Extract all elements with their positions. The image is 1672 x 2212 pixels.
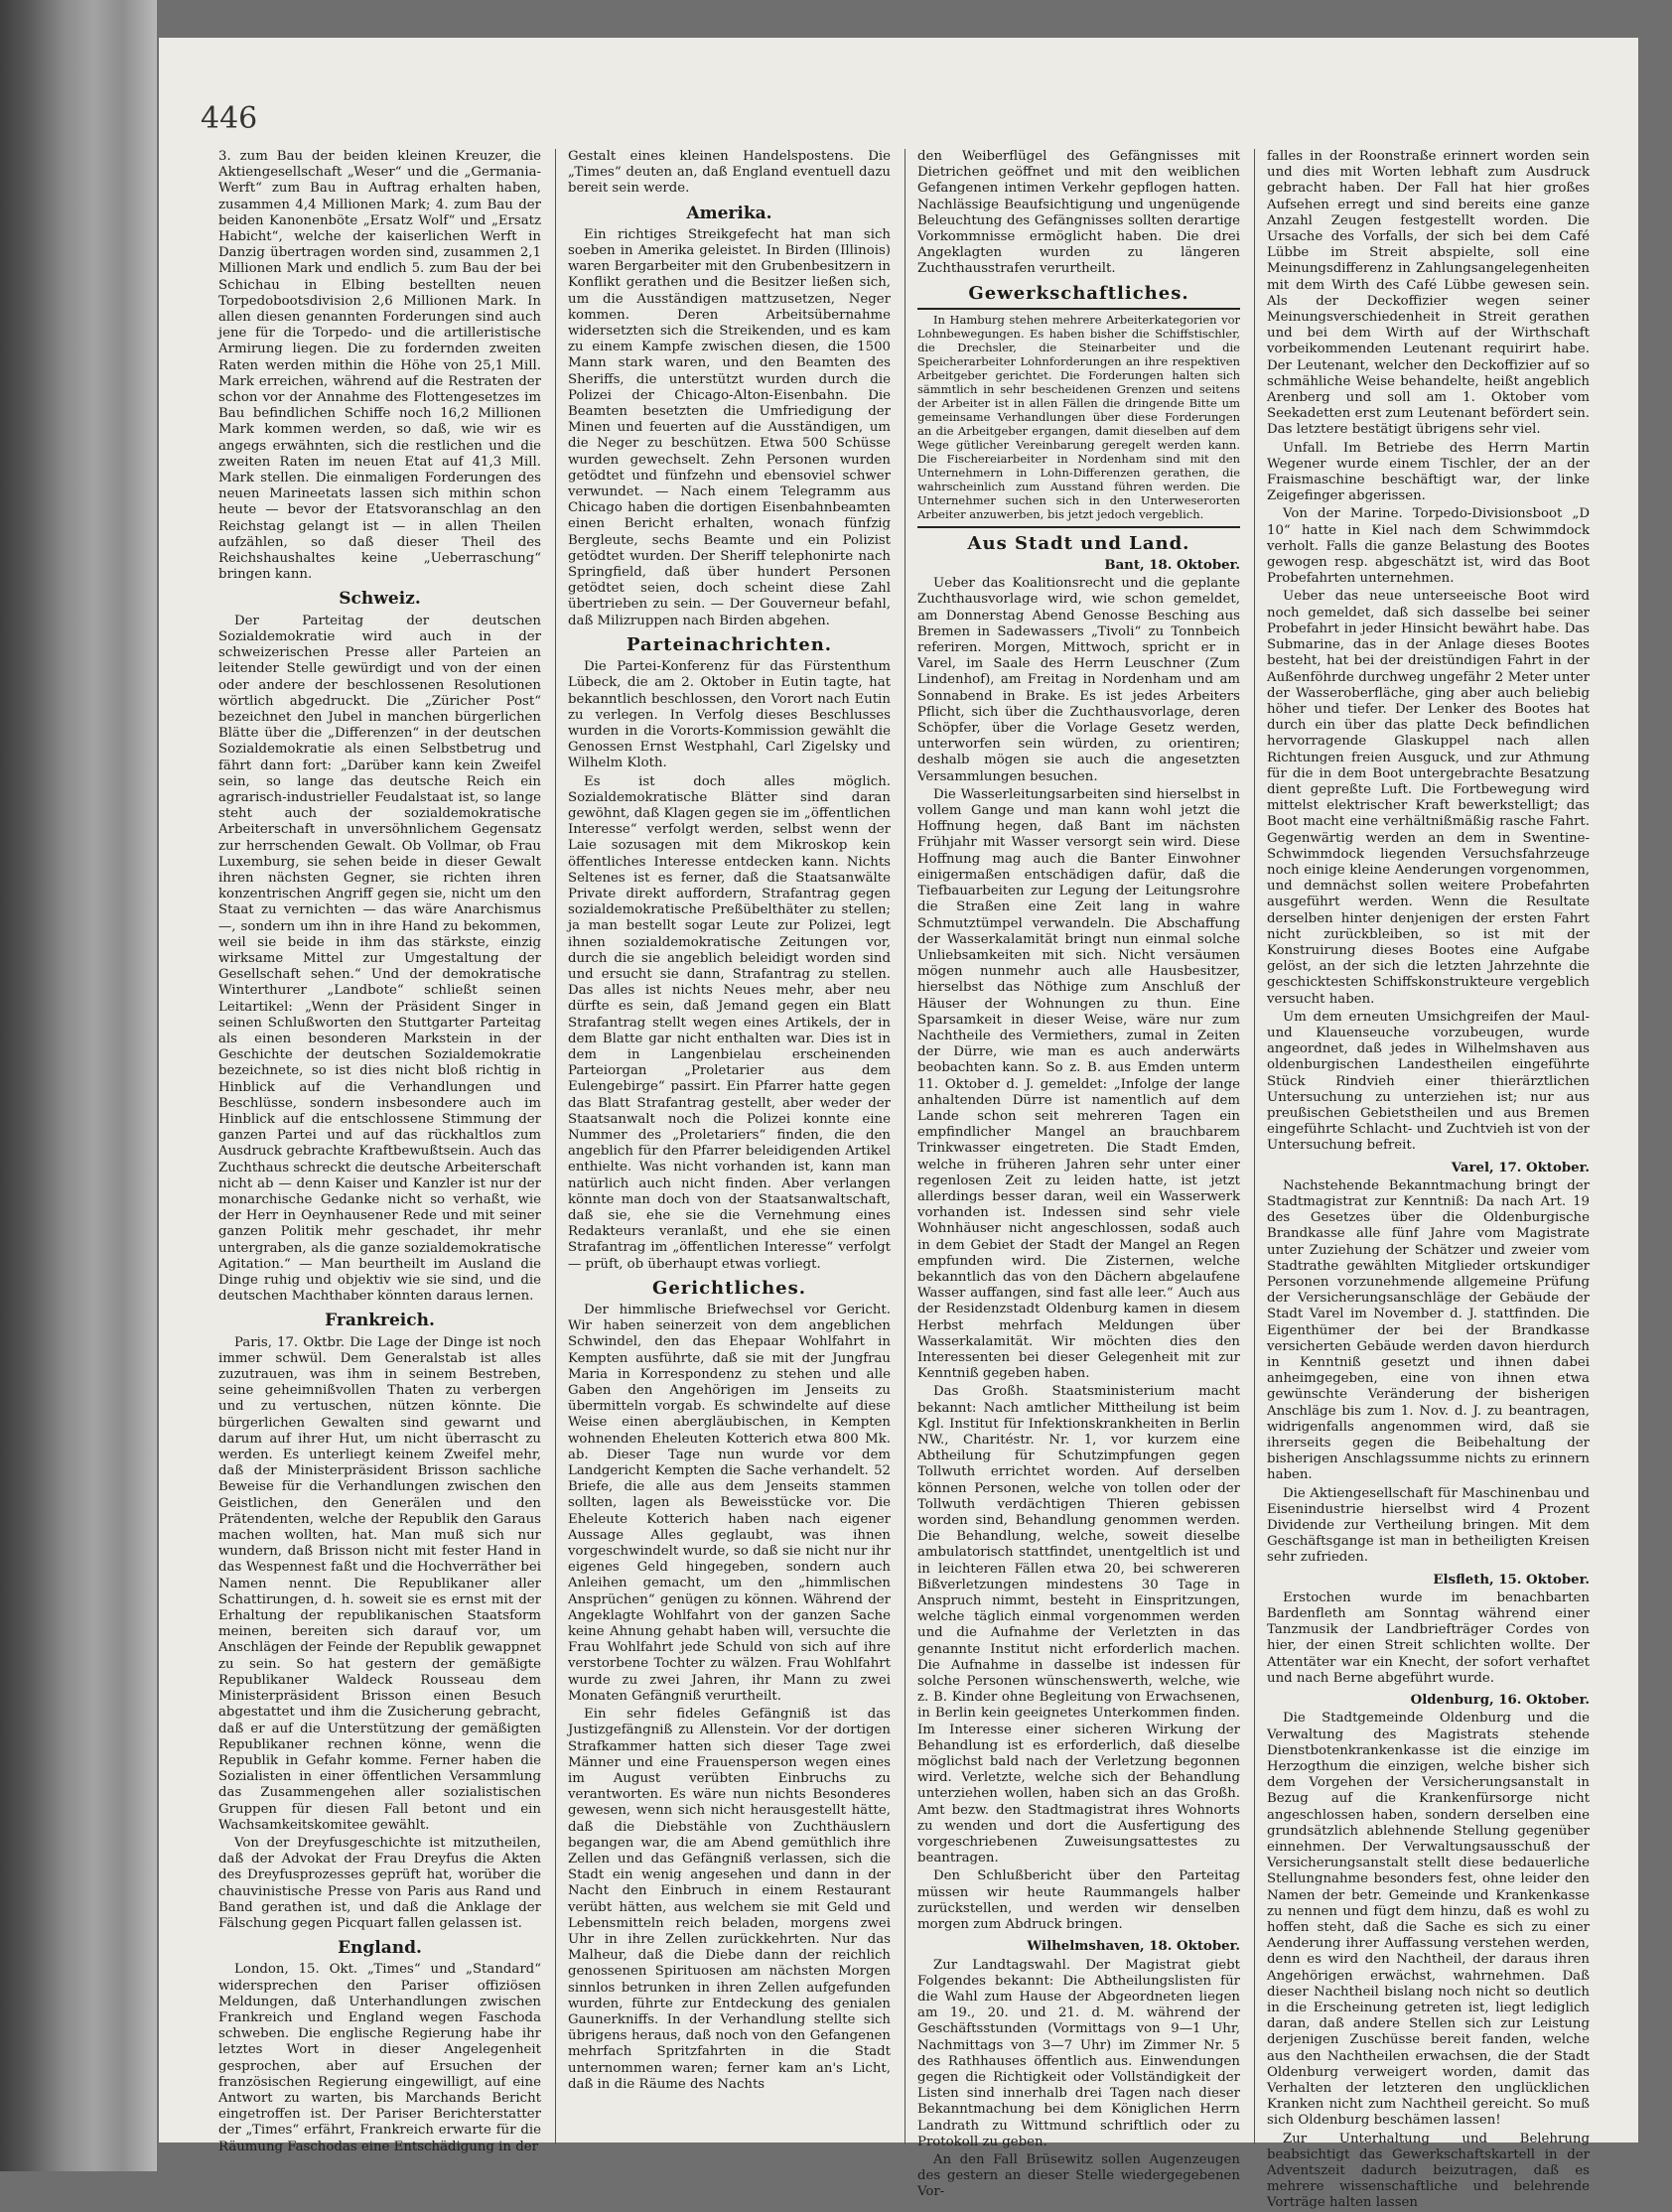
article-paragraph: Zur Unterhaltung und Belehrung beabsichtigt das Gewerkschaftskartell in der Adventszeit dadurch beizutragen, daß es mehrere wissenschaftliche und belehrende Vorträge halten lassen xyxy=(1267,2131,1590,2211)
article-paragraph: Von der Marine. Torpedo-Divisionsboot „D 10“ hatte in Kiel nach dem Schwimmdock verholt. Falls die ganze Belastung des Bootes gewogen resp. abgeschätzt ist, wird das Boot Probefahrten unternehmen. xyxy=(1267,506,1590,587)
dateline: Bant, 18. Oktober. xyxy=(1104,558,1240,574)
article-paragraph: Erstochen wurde im benachbarten Bardenfleth am Sonntag während einer Tanzmusik der Landbriefträger Cordes von hier, der einen Streit schlichten wollte. Der Attentäter war ein Knecht, der sofort verhaftet und nach Berne abgeführt wurde. xyxy=(1267,1590,1590,1686)
text-column-4 xyxy=(1267,149,1590,2211)
book-binding-edge xyxy=(0,0,157,2171)
section-heading: Gerichtliches. xyxy=(651,1277,807,1299)
text-column-3 xyxy=(917,149,1240,2200)
section-heading: Gewerkschaftliches. xyxy=(968,282,1189,304)
article-paragraph: Paris, 17. Oktbr. Die Lage der Dinge ist noch immer schwül. Dem Generalstab ist alles zuzutrauen, was ihm in seinem Bestreben, seine geheimnißvollen Thaten zu verbergen und zu vertuschen, nützen könnte. Die bürgerlichen Gewalten sind gewarnt und darum auf ihrer Hut, um nicht überrascht zu werden. Es unterliegt keinem Zweifel mehr, daß der Ministerpräsident Brisson sachliche Beweise für die Verhandlungen zwischen den Geistlichen, den Generälen und den Prätendenten, welche der Republik den Garaus machen wollten, hat. Man muß sich nur wundern, daß Brisson nicht mit fester Hand in das Wespennest faßt und die Hochverräther bei Namen nennt. Die Republikaner aller Schattirungen, d. h. soweit sie es ernst mit der Erhaltung der republikanischen Staatsform meinen, bereiten sich darauf vor, um Anschlägen der Feinde der Republik gewappnet zu sein. So hat gestern der gemäßigte Republikaner Waldeck Rousseau dem Ministerpräsident Brisson einen Besuch abgestattet und ihm die Zusicherung gebracht, daß er auf die Unterstützung der gemäßigten Republikaner rechnen könne, wenn die Republik in Gefahr komme. Ferner haben die Sozialisten in einer öffentlichen Versammlung das Zusammengehen aller sozialistischen Gruppen für diesen Fall betont und ein Wachsamkeitskomitee gewählt. xyxy=(218,1334,541,1833)
dateline: Oldenburg, 16. Oktober. xyxy=(1410,1693,1590,1709)
column-rule xyxy=(905,149,906,2144)
article-paragraph: Ein richtiges Streikgefecht hat man sich soeben in Amerika geleistet. In Birden (Illinois) waren Bergarbeiter mit den Grubenbesitzern in Konflikt gerathen und die Besitzer ließen sich, um die Ausständigen mattzusetzen, Neger kommen. Deren Arbeitsübernahme widersetzten sich die Streikenden, und es kam zu einem Kampfe zwischen diesen, die 1500 Mann stark waren, und den Beamten des Sheriffs, die unterstützt wurden durch die Polizei der Chicago-Alton-Eisenbahn. Die Beamten besetzten die Umfriedigung der Minen und feuerten auf die Ausständigen, um die Neger zu beschützen. Etwa 500 Schüsse wurden gewechselt. Zehn Personen wurden getödtet und fünfzehn und ebensoviel schwer verwundet. — Nach einem Telegramm aus Chicago haben die dortigen Eisenbahnbeamten einen Bericht erhalten, wonach fünfzig Bergleute, sechs Beamte und ein Polizist getödtet wurden. Der Sheriff telephonirte nach Springfield, daß über hundert Personen getödtet seien, doch scheint diese Zahl übertrieben zu sein. — Der Gouverneur befahl, daß Milizruppen nach Birden abgehen. xyxy=(568,226,891,628)
article-paragraph: London, 15. Okt. „Times“ und „Standard“ widersprechen den Pariser offiziösen Meldungen, daß Unterhandlungen zwischen Frankreich und England wegen Faschoda schweben. Die englische Regierung habe ihr letztes Wort in dieser Angelegenheit gesprochen, aber auf Ersuchen der französischen Regierung eingewilligt, auf eine Antwort zu warten, bis Marchands Bericht eingetroffen ist. Der Pariser Berichterstatter der „Times“ erfährt, Frankreich erwarte für die Räumung Faschodas eine Entschädigung in der xyxy=(218,1962,541,2154)
article-paragraph: Unfall. Im Betriebe des Herrn Martin Wegener wurde einem Tischler, der an der Fraismaschine beschäftigt war, der linke Zeigefinger abgerissen. xyxy=(1267,440,1590,504)
article-paragraph: Ueber das Koalitionsrecht und die geplante Zuchthausvorlage wird, wie schon gemeldet, am Donnerstag Abend Genosse Besching aus Bremen in Sadewassers „Tivoli“ zu Tonnbeich referiren. Morgen, Mittwoch, spricht er in Varel, im Saale des Herrn Leuschner (Zum Lindenhof), am Freitag in Nordenham und am Sonnabend in Brake. Es ist jedes Arbeiters Pflicht, sich über die Zuchthausvorlage, deren Schöpfer, über die Vorlage Gesetz werden, unterworfen sein würden, zu orientiren; deshalb mögen sie auch die angesetzten Versammlungen besuchen. xyxy=(917,576,1240,784)
article-paragraph: den Weiberflügel des Gefängnisses mit Dietrichen geöffnet und mit den weiblichen Gefangenen intimen Verkehr gepflogen hatten. Nachlässige Beaufsichtigung und ungenügende Beleuchtung des Gefängnisses sollten derartige Vorkommnisse ermöglicht haben. Die drei Angeklagten wurden zu längeren Zuchthausstrafen verurtheilt. xyxy=(917,149,1240,277)
article-paragraph: Die Aktiengesellschaft für Maschinenbau und Eisenindustrie hierselbst wird 4 Prozent Dividende zur Vertheilung bringen. Mit dem Geschäftsgange ist man in betheiligten Kreisen sehr zufrieden. xyxy=(1267,1485,1590,1566)
article-paragraph: Der himmlische Briefwechsel vor Gericht. Wir haben seinerzeit von dem angeblichen Schwindel, den das Ehepaar Wohlfahrt in Kempten ausführte, daß sie mit der Jungfrau Maria in Korrespondenz zu stehen und alle Gaben den Angehörigen im Jenseits zu übermitteln vorgab. Es schwindelte auf diese Weise einen abergläubischen, in Kempten wohnenden Eheleuten Kotterich etwa 800 Mk. ab. Dieser Tage nun wurde vor dem Landgericht Kempten die Sache verhandelt. 52 Briefe, die alle aus dem Jenseits stammen sollten, lagen als Beweisstücke vor. Die Eheleute Kotterich haben nach eigener Aussage Alles geglaubt, was ihnen vorgeschwindelt wurde, so daß sie nicht nur ihr eigenes Geld hingegeben, sondern auch Anleihen gemacht, um den „himmlischen Ansprüchen“ genügen zu können. Während der Angeklagte Wohlfahrt von der ganzen Sache keine Ahnung gehabt haben will, versuchte die Frau Wohlfahrt jede Schuld von sich auf ihre verstorbene Tochter zu wälzen. Frau Wohlfahrt wurde zu zwei Jahren, ihr Mann zu zwei Monaten Gefängniß verurtheilt. xyxy=(568,1303,891,1704)
column-rule xyxy=(1254,149,1255,2144)
dateline: Elsfleth, 15. Oktober. xyxy=(1433,1572,1590,1588)
article-paragraph: Die Stadtgemeinde Oldenburg und die Verwaltung des Magistrats stehende Dienstbotenkrankenkasse ist die einzige im Herzogthum die einzigen, welche bisher sich dem Vorgehen der Versicherungsanstalt in Bezug auf die Krankenfürsorge nicht angeschlossen haben, sondern derselben eine grundsätzlich ablehnende Stellung gegenüber einnehmen. Der Verwaltungsausschuß der Versicherungsanstalt stellt diese bedauerliche Stellungnahme besonders fest, ohne leider den Namen der betr. Gemeinde und Krankenkasse zu nennen und fügt dem hinzu, daß es wohl zu hoffen steht, daß die Sache es sich zu einer Aenderung ihrer Auffassung verstehen werden, denn es wird den Nachtheil, der daraus ihren Angehörigen erwächst, wahrnehmen. Daß dieser Nachtheil bislang noch nicht so deutlich in die Erscheinung getreten ist, liegt lediglich daran, daß andere Stellen sich zur Leistung derjenigen Zuschüsse bereit fanden, welche aus den Nachtheilen erwachsen, die der Stadt Oldenburg verweigert worden, damit das Verhalten der letzteren den unglücklichen Kranken nicht zum Nachtheil gereicht. So muß sich Oldenburg beschämen lassen! xyxy=(1267,1711,1590,2129)
text-column-1 xyxy=(218,149,541,2154)
boxed-notice-text: In Hamburg stehen mehrere Arbeiterkategorien vor Lohnbewegungen. Es haben bisher die Schiffstischler, die Drechsler, die Steinarbeiter und die Speicherarbeiter Lohnforderungen an ihre respektiven Arbeitgeber gerichtet. Die Forderungen halten sich sämmtlich in sehr bescheidenen Grenzen und seitens der Arbeiter ist in allen Fällen die dringende Bitte um gemeinsame Verhandlungen über diese Forderungen an die Arbeitgeber ergangen, damit dieselben auf dem Wege gütlicher Vereinbarung geregelt werden kann. Die Fischereiarbeiter in Nordenham sind mit den Unternehmern in Lohn-Differenzen gerathen, die wahrscheinlich zum Ausstand führen werden. Die Unternehmer suchen sich in den Unterweserorten Arbeiter anzuwerben, bis jetzt jedoch vergeblich. xyxy=(917,312,1240,521)
section-heading: Schweiz. xyxy=(339,589,421,610)
article-paragraph: Ein sehr fideles Gefängniß ist das Justizgefängniß zu Allenstein. Vor der dortigen Strafkammer hatten sich dieser Tage zwei Männer und eine Frauensperson wegen eines im August verübten Einbruchs zu verantworten. Es wäre nun nichts Besonderes gewesen, wenn sich nicht herausgestellt hätte, daß die Diebstähle von Zuchthäuslern begangen war, die am Abend gemüthlich ihre Zellen und das Gefängniß verlassen, sich die Stadt ein wenig angesehen und dann in der Nacht den Einbruch in einem Restaurant verübt hätten, aus welchem sie mit Geld und Lebensmitteln reich beladen, morgens zwei Uhr in ihre Zellen zurückkehrten. Nur das Malheur, daß die Diebe dann der reichlich genossenen Spirituosen am nächsten Morgen sinnlos betrunken in ihren Zellen aufgefunden wurden, führte zur Entdeckung des genialen Gaunerkniffs. In der Verhandlung stellte sich übrigens heraus, daß noch von den Gefangenen mehrfach Spritzfahrten in die Stadt unternommen waren; ferner kam an's Licht, daß in die Räume des Nachts xyxy=(568,1707,891,2092)
section-heading: Amerika. xyxy=(686,203,772,223)
article-paragraph: Es ist doch alles möglich. Sozialdemokratische Blätter sind daran gewöhnt, daß Klagen gegen sie im „öffentlichen Interesse“ verfolgt werden, selbst wenn der Laie sozusagen mit dem Mikroskop kein öffentliches Interesse entdecken kann. Nichts Seltenes ist es ferner, daß die Staatsanwälte Private direkt auffordern, Strafantrag gegen sozialdemokratische Preßübelthäter zu stellen; ja man bestellt sogar Leute zur Polizei, legt ihnen sozialdemokratische Zeitungen vor, durch die sie angeblich beleidigt worden sind und ersucht sie dann, Strafantrag zu stellen. Das alles ist nichts Neues mehr, aber neu dürfte es sein, daß Jemand gegen ein Blatt Strafantrag stellt wegen eines Artikels, der in dem Blatte gar nicht enthalten war. Dies ist in dem in Langenbielau erscheinenden Parteiorgan „Proletarier aus dem Eulengebirge“ passirt. Ein Pfarrer hatte gegen das Blatt Strafantrag gestellt, aber weder der Staatsanwalt noch die Polizei konnte eine Nummer des „Proletariers“ finden, die den angeblich für den Pfarrer beleidigenden Artikel enthielte. Was nicht vorhanden ist, kann man natürlich auch nicht finden. Aber verlangen könnte man doch von der Staatsanwaltschaft, daß sie, ehe sie die Vernehmung eines Redakteurs veranlaßt, und ehe sie einen Strafantrag im „öffentlichen Interesse“ verfolgt — prüft, ob überhaupt etwas vorliegt. xyxy=(568,773,891,1272)
article-paragraph: Die Partei-Konferenz für das Fürstenthum Lübeck, die am 2. Oktober in Eutin tagte, hat bekanntlich beschlossen, den Vorort nach Eutin zu verlegen. In Verfolg dieses Beschlusses wurden in die Vororts-Kommission gewählt die Genossen Ernst Westphahl, Carl Zigelsky und Wilhelm Kloth. xyxy=(568,659,891,771)
article-paragraph: An den Fall Brüsewitz sollen Augenzeugen des gestern an dieser Stelle wiedergegebenen Vor- xyxy=(917,2151,1240,2200)
section-heading: Frankreich. xyxy=(325,1311,435,1331)
section-heading: England. xyxy=(338,1938,422,1959)
article-paragraph: 3. zum Bau der beiden kleinen Kreuzer, die Aktiengesellschaft „Weser“ und die „Germania-Werft“ zum Bau in Auftrag erhalten haben, zusammen 4,4 Millionen Mark; 4. zum Bau der beiden Kanonenböte „Ersatz Wolf“ und „Ersatz Habicht“, welche der kaiserlichen Werft in Danzig übertragen worden sind, zusammen 2,1 Millionen Mark und endlich 5. zum Bau der bei Schichau in Elbing bestellten neuen Torpedobootsdivision 2,6 Millionen Mark. In allen diesen genannten Forderungen sind auch jene für die Torpedo- und die artilleristische Armirung liegen. Die zu fordernden zweiten Raten werden mithin die Höhe von 25,1 Mill. Mark erreichen, während auf die Restraten der schon vor der Annahme des Flottengesetzes im Bau befindlichen Schiffe noch 16,2 Millionen Mark kommen werden, so daß, wie wir es angegs erwähnten, sich die restlichen und die zweiten Raten im neuen Etat auf 41,3 Mill. Mark stellen. Die einmaligen Forderungen des neuen Marineetats lassen sich mithin schon heute — bevor der Etatsvoranschlag an den Reichstag gelangt ist — in allen Theilen aufzählen, so daß dieser Theil des Reichshaushaltes keine „Ueberraschung“ bringen kann. xyxy=(218,149,541,583)
article-paragraph: Gestalt eines kleinen Handelspostens. Die „Times“ deuten an, daß England eventuell dazu bereit sein werde. xyxy=(568,149,891,197)
column-rule xyxy=(555,149,556,2144)
article-paragraph: Um dem erneuten Umsichgreifen der Maul- und Klauenseuche vorzubeugen, wurde angeordnet, daß jedes in Wilhelmshaven aus oldenburgischen Landestheilen eingeführte Stück Rindvieh einer thierärztlichen Untersuchung zu unterziehen ist; nur aus preußischen Gebietstheilen und aus Bremen eingeführte Schlacht- und Zuchtvieh ist von der Untersuchung befreit. xyxy=(1267,1009,1590,1154)
article-paragraph: Nachstehende Bekanntmachung bringt der Stadtmagistrat zur Kenntniß: Da nach Art. 19 des Gesetzes über die Oldenburgische Brandkasse alle fünf Jahre vom Magistrate unter Zuziehung der Schätzer und zweier vom Stadtrathe gewählten Mitglieder ortskundiger Personen vorzunehmende allgemeine Prüfung der Versicherungsanschläge der Gebäude der Stadt Varel im November d. J. stattfinden. Die Eigenthümer der bei der Brandkasse versicherten Gebäude werden davon hierdurch in Kenntniß gesetzt und ihnen dabei anheimgegeben, eine von ihnen etwa gewünschte Veränderung der bisherigen Anschläge bis zum 1. Nov. d. J. zu beantragen, widrigenfalls angenommen wird, daß sie ihrerseits gegen die Beibehaltung der bisherigen Anschlagssumme nichts zu erinnern haben. xyxy=(1267,1177,1590,1483)
article-paragraph: Von der Dreyfusgeschichte ist mitzutheilen, daß der Advokat der Frau Dreyfus die Akten des Dreyfusprozesses geprüft hat, worüber die chauvinistische Presse von Paris aus Rand und Band gerathen ist, und daß die Anklage der Fälschung gegen Picquart fallen gelassen ist. xyxy=(218,1835,541,1931)
article-paragraph: Die Wasserleitungsarbeiten sind hierselbst in vollem Gange und man kann wohl jetzt die Hoffnung hegen, daß Bant im nächsten Frühjahr mit Wasser versorgt sein wird. Diese Hoffnung mag auch die Banter Einwohner einigermaßen entschädigen dafür, daß die Tiefbauarbeiten zur Legung der Leitungsrohre die Straßen eine Zeit lang in wahre Schmutztümpel verwandeln. Die Abschaffung der Wasserkalamität bringt nun einmal solche Unliebsamkeiten mit sich. Nicht versäumen mögen nunmehr auch alle Hausbesitzer, hierselbst das Nöthige zum Anschluß der Häuser der Wohnungen zu thun. Eine Sparsamkeit in dieser Weise, wäre nur zum Nachtheile des Vermiethers, zumal in Zeiten der Dürre, wie man es auch anderwärts beobachten kann. So z. B. aus Emden unterm 11. Oktober d. J. gemeldet: „Infolge der lange anhaltenden Dürre ist namentlich auf dem Lande schon seit mehreren Tagen ein empfindlicher Mangel an brauchbarem Trinkwasser eingetreten. Die Stadt Emden, welche in früheren Jahren sehr unter einer regenlosen Zeit zu leiden hatte, ist jetzt allerdings besser daran, weil ein Wasserwerk vorhanden ist. Indessen sind sehr viele Wohnhäuser nicht angeschlossen, sodaß auch in dem Gebiet der Stadt der Mangel an Regen empfunden wird. Die Zisternen, welche bekanntlich das von den Dächern abgelaufene Wasser auffangen, sind fast alle leer.“ Auch aus der Residenzstadt Oldenburg kamen in diesem Herbst mehrfach Meldungen über Wasserkalamität. Wir möchten dies den Interessenten bei dieser Gelegenheit mit zur Kenntniß gegeben haben. xyxy=(917,786,1240,1382)
article-paragraph: falles in der Roonstraße erinnert worden sein und dies mit Worten lebhaft zum Ausdruck gebracht haben. Der Fall hat hier großes Aufsehen erregt und sind bereits eine ganze Anzahl Zeugen festgestellt worden. Die Ursache des Vorfalls, der sich bei dem Café Lübbe im Streit abspielte, soll eine Meinungsdifferenz in Zahlungsangelegenheiten mit dem Wirth des Café Lübbe gewesen sein. Als der Deckoffizier wegen seiner Meinungsverschiedenheit in Streit gerathen und bei dem Wirth auf der Wirthschaft vorbeikommenden Leutenant requirirt habe. Der Leutenant, welcher den Deckoffizier auf so schmähliche Weise behandelte, heißt angeblich Arenberg und soll am 1. Oktober vom Seekadetten erst zum Leutenant befördert sein. Das letztere bestätigt übrigens sehr viel. xyxy=(1267,149,1590,438)
section-heading: Parteinachrichten. xyxy=(626,633,833,655)
dateline: Wilhelmshaven, 18. Oktober. xyxy=(1027,1939,1240,1955)
boxed-notice xyxy=(917,308,1240,528)
article-paragraph: Den Schlußbericht über den Parteitag müssen wir heute Raummangels halber zurückstellen, und werden wir denselben morgen zum Abdruck bringen. xyxy=(917,1868,1240,1933)
article-paragraph: Zur Landtagswahl. Der Magistrat giebt Folgendes bekannt: Die Abtheilungslisten für die Wahl zum Hause der Abgeordneten liegen am 19., 20. und 21. d. M. während der Geschäftsstunden (Vormittags von 9—1 Uhr, Nachmittags von 3—7 Uhr) im Zimmer Nr. 5 des Rathhauses öffentlich aus. Einwendungen gegen die Richtigkeit oder Vollständigkeit der Listen sind innerhalb drei Tagen nach dieser Bekanntmachung bei dem Königlichen Herrn Landrath zu Wittmund schriftlich oder zu Protokoll zu geben. xyxy=(917,1957,1240,2149)
page-number: 446 xyxy=(201,101,258,136)
text-column-2 xyxy=(568,149,891,2144)
newspaper-page xyxy=(159,38,1638,2211)
article-paragraph: Der Parteitag der deutschen Sozialdemokratie wird auch in der schweizerischen Presse aller Parteien an leitender Stelle gewürdigt und von der einen oder andere der beschlossenen Resolutionen wörtlich abgedruckt. Die „Züricher Post“ bezeichnet den Jubel in manchen bürgerlichen Blätte über die „Differenzen“ in der deutschen Sozialdemokratie als einen Selbstbetrug und fährt dann fort: „Darüber kann kein Zweifel sein, so lange das deutsche Reich ein agrarisch-industrieller Feudalstaat ist, so lange steht auch der sozialdemokratische Arbeiterschaft in unversöhnlichem Gegensatz zur herrschenden Gewalt. Ob Vollmar, ob Frau Luxemburg, sie sehen beide in dieser Gewalt ihren nächsten Gegner, sie richten ihren konzentrischen Angriff gegen sie, nicht um den Staat zu vernichten — das wäre Anarchismus —, sondern um ihn in ihre Hand zu bekommen, weil sie beide in ihm das stärkste, einzig wirksame Mittel zur Umgestaltung der Gesellschaft sehen.“ Und der demokratische Winterthurer „Landbote“ schließt seinen Leitartikel: „Wenn der Präsident Singer in seinen Schlußworten den Stuttgarter Parteitag als einen besonderen Markstein in der Geschichte der deutschen Sozialdemokratie bezeichnete, so ist dies nicht bloß richtig in Hinblick auf die Verhandlungen und Beschlüsse, sondern insbesondere auch im Hinblick auf die entschlossene Stimmung der ganzen Partei und auf das rückhaltlos zum Ausdruck gebrachte Kraftbewußtsein. Auch das Zuchthaus schreckt die deutsche Arbeiterschaft nicht ab — denn Kaiser und Kanzler ist nur der monarchische Gedanke nicht so verhaßt, wie der Herr in Oeynhausener Rede und mit seiner ganzen Politik mehr geschadet, ihr mehr untergraben, als die ganze sozialdemokratische Agitation.“ — Man beurtheilt im Ausland die Dinge ruhig und objektiv wie sie sind, und die deutschen Machthaber könnten daraus lernen. xyxy=(218,613,541,1305)
section-heading: Aus Stadt und Land. xyxy=(967,532,1190,554)
article-paragraph: Das Großh. Staatsministerium macht bekannt: Nach amtlicher Mittheilung ist beim Kgl. Institut für Infektionskrankheiten in Berlin NW., Charitéstr. Nr. 1, vor kurzem eine Abtheilung für Schutzimpfungen gegen Tollwuth errichtet worden. Auf derselben können Personen, welche von tollen oder der Tollwuth verdächtigen Thieren gebissen worden sind, Behandlung genommen werden. Die Behandlung, welche, soweit dieselbe ambulatorisch stattfindet, unentgeltlich ist und in leichteren Fällen etwa 20, bei schwereren Bißverletzungen mindestens 30 Tage in Anspruch nimmt, besteht in Einspritzungen, welche täglich einmal vorgenommen werden und die Aufnahme der Verletzten in das genannte Institut nicht erforderlich machen. Die Aufnahme in dasselbe ist indessen für solche Personen wünschenswerth, welche, wie z. B. Kinder ohne Begleitung von Erwachsenen, in Berlin kein geeignetes Unterkommen finden. Im Interesse einer sicheren Wirkung der Behandlung ist es erforderlich, daß dieselbe möglichst bald nach der Verletzung begonnen wird. Verletzte, welche sich der Behandlung unterziehen wollen, haben sich an das Großh. Amt bezw. den Stadtmagistrat ihres Wohnorts zu wenden und dort die Ausfertigung des vorgeschriebenen Zuweisungsattestes zu beantragen. xyxy=(917,1384,1240,1866)
dateline: Varel, 17. Oktober. xyxy=(1451,1160,1590,1175)
article-paragraph: Ueber das neue unterseeische Boot wird noch gemeldet, daß sich dasselbe bei seiner Probefahrt in jeder Hinsicht bewährt habe. Das Submarine, das in der Anlage dieses Bootes besteht, hat bei der dreistündigen Fahrt in der Außenföhrde durchweg ungefähr 2 Meter unter der Wasseroberfläche, ging aber auch beliebig höher und tiefer. Der Lenker des Bootes hat durch ein über das platte Deck befindlichen hervorragende Glaskuppel nach allen Richtungen freien Ausguck, und zur Athmung für die in dem Boot untergebrachte Besatzung dient gepreßte Luft. Die Fortbewegung wird mittelst elektrischer Kraft bewerkstelligt; das Boot macht eine verhältnißmäßig rasche Fahrt. Gegenwärtig werden an dem in Swentine-Schwimmdock liegenden Versuchsfahrzeuge noch einige kleine Aenderungen vorgenommen, und demnächst sollen weitere Probefahrten ausgeführt werden. Wenn die Resultate derselben hinter denjenigen der ersten Fahrt nicht zurückbleiben, so ist mit der Konstruirung dieses Bootes eine Aufgabe gelöst, an der sich die letzten Jahrzehnte die geschicktesten Schiffskonstrukteure vergeblich versucht haben. xyxy=(1267,589,1590,1007)
